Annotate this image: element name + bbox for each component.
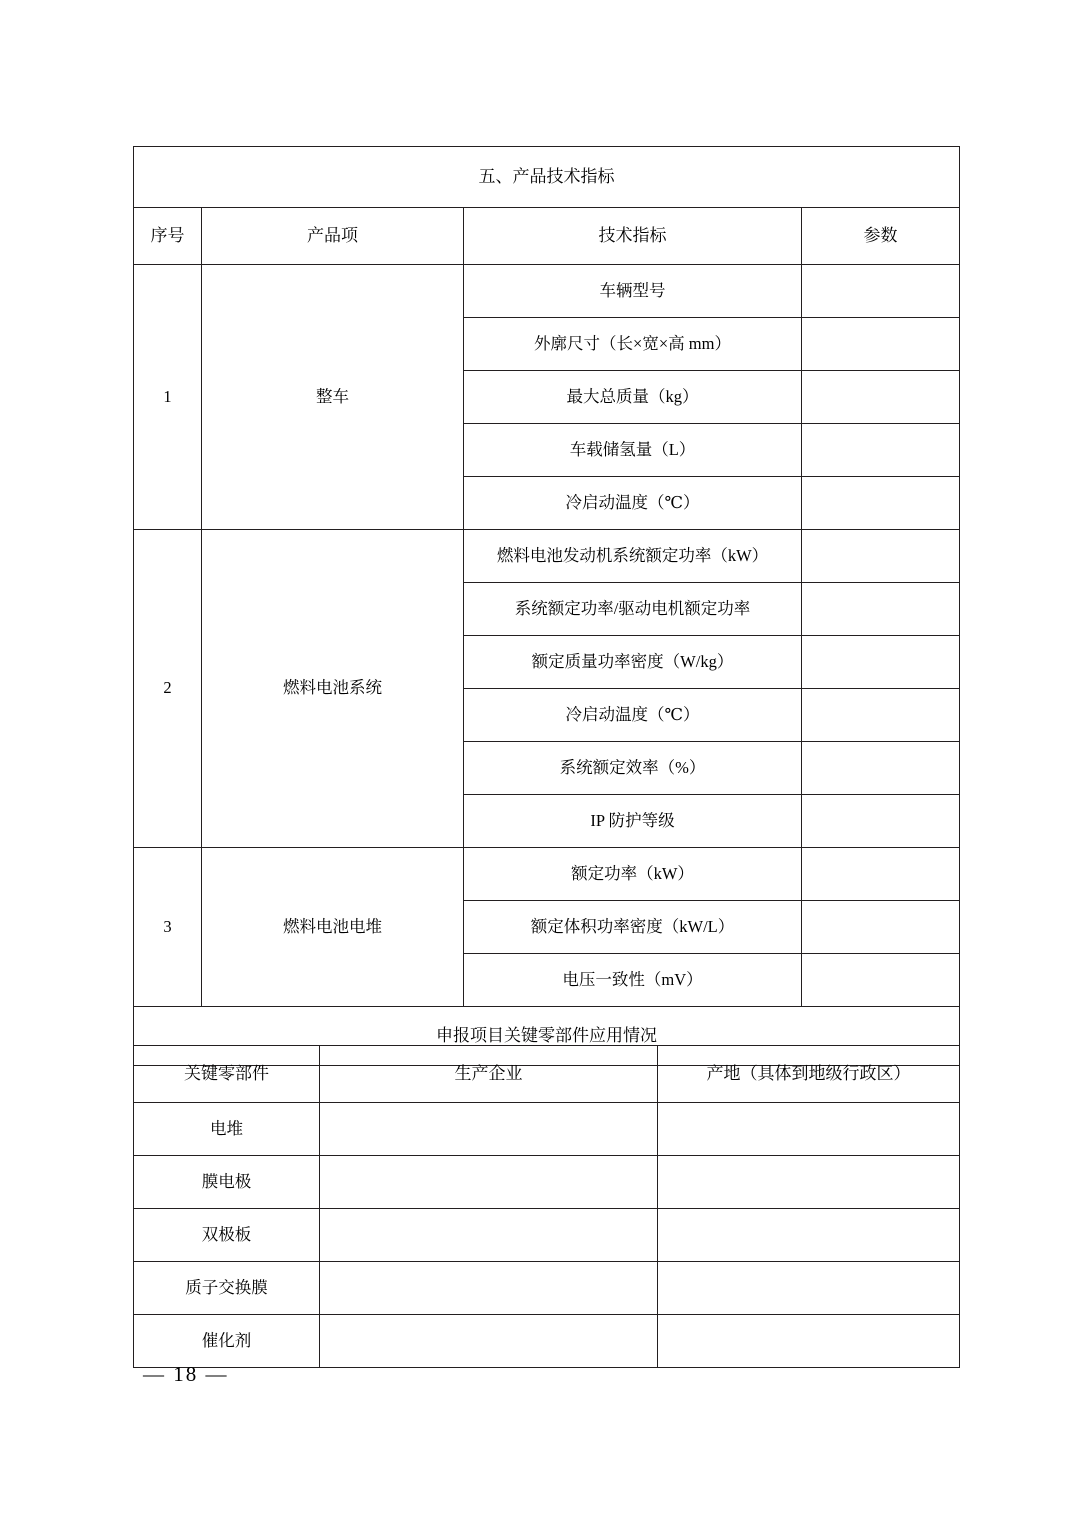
table-row — [134, 530, 960, 583]
table-row — [134, 1315, 960, 1368]
table-row — [134, 1209, 960, 1262]
product-technical-index-table — [133, 146, 960, 1066]
group-no-2: 2 — [134, 530, 202, 848]
parts-header-row — [134, 1046, 960, 1103]
group-item-1: 整车 — [202, 265, 464, 530]
key-parts-table — [133, 1045, 960, 1368]
param-value-input[interactable] — [802, 742, 960, 795]
company-input[interactable] — [320, 1262, 658, 1315]
section-title: 五、产品技术指标 — [134, 147, 960, 208]
origin-input[interactable] — [658, 1156, 960, 1209]
spec-label: 额定体积功率密度（kW/L） — [464, 901, 802, 954]
spec-label: 系统额定效率（%） — [464, 742, 802, 795]
param-value-input[interactable] — [802, 954, 960, 1007]
param-value-input[interactable] — [802, 424, 960, 477]
param-value-input[interactable] — [802, 477, 960, 530]
param-value-input[interactable] — [802, 265, 960, 318]
spec-label: 车载储氢量（L） — [464, 424, 802, 477]
part-label: 催化剂 — [134, 1315, 320, 1368]
parts-column-header-company: 生产企业 — [320, 1046, 658, 1103]
spec-label: 最大总质量（kg） — [464, 371, 802, 424]
spec-label: 冷启动温度（℃） — [464, 477, 802, 530]
origin-input[interactable] — [658, 1103, 960, 1156]
spec-label: 冷启动温度（℃） — [464, 689, 802, 742]
page-number: — 18 — — [143, 1362, 229, 1386]
table-header-row — [134, 208, 960, 265]
spec-label: 外廓尺寸（长×宽×高 mm） — [464, 318, 802, 371]
param-value-input[interactable] — [802, 901, 960, 954]
group-item-2: 燃料电池系统 — [202, 530, 464, 848]
group-no-1: 1 — [134, 265, 202, 530]
table-row — [134, 1262, 960, 1315]
param-value-input[interactable] — [802, 636, 960, 689]
param-value-input[interactable] — [802, 371, 960, 424]
table-row — [134, 848, 960, 901]
group-item-3: 燃料电池电堆 — [202, 848, 464, 1007]
company-input[interactable] — [320, 1156, 658, 1209]
section-title-row — [134, 147, 960, 208]
company-input[interactable] — [320, 1209, 658, 1262]
company-input[interactable] — [320, 1315, 658, 1368]
param-value-input[interactable] — [802, 689, 960, 742]
param-value-input[interactable] — [802, 530, 960, 583]
company-input[interactable] — [320, 1103, 658, 1156]
origin-input[interactable] — [658, 1262, 960, 1315]
group-no-3: 3 — [134, 848, 202, 1007]
param-value-input[interactable] — [802, 583, 960, 636]
spec-label: IP 防护等级 — [464, 795, 802, 848]
param-value-input[interactable] — [802, 318, 960, 371]
spec-label: 系统额定功率/驱动电机额定功率 — [464, 583, 802, 636]
spec-label: 电压一致性（mV） — [464, 954, 802, 1007]
origin-input[interactable] — [658, 1209, 960, 1262]
spec-label: 车辆型号 — [464, 265, 802, 318]
parts-section-title: 申报项目关键零部件应用情况 — [134, 1007, 960, 1066]
table-row — [134, 1103, 960, 1156]
origin-input[interactable] — [658, 1315, 960, 1368]
param-value-input[interactable] — [802, 795, 960, 848]
part-label: 双极板 — [134, 1209, 320, 1262]
spec-label: 额定质量功率密度（W/kg） — [464, 636, 802, 689]
column-header-param: 参数 — [802, 208, 960, 265]
part-label: 质子交换膜 — [134, 1262, 320, 1315]
column-header-item: 产品项 — [202, 208, 464, 265]
column-header-no: 序号 — [134, 208, 202, 265]
parts-column-header-part: 关键零部件 — [134, 1046, 320, 1103]
param-value-input[interactable] — [802, 848, 960, 901]
spec-label: 额定功率（kW） — [464, 848, 802, 901]
spec-label: 燃料电池发动机系统额定功率（kW） — [464, 530, 802, 583]
table-row — [134, 265, 960, 318]
table-row — [134, 1156, 960, 1209]
part-label: 膜电极 — [134, 1156, 320, 1209]
column-header-spec: 技术指标 — [464, 208, 802, 265]
parts-column-header-origin: 产地（具体到地级行政区） — [658, 1046, 960, 1103]
part-label: 电堆 — [134, 1103, 320, 1156]
